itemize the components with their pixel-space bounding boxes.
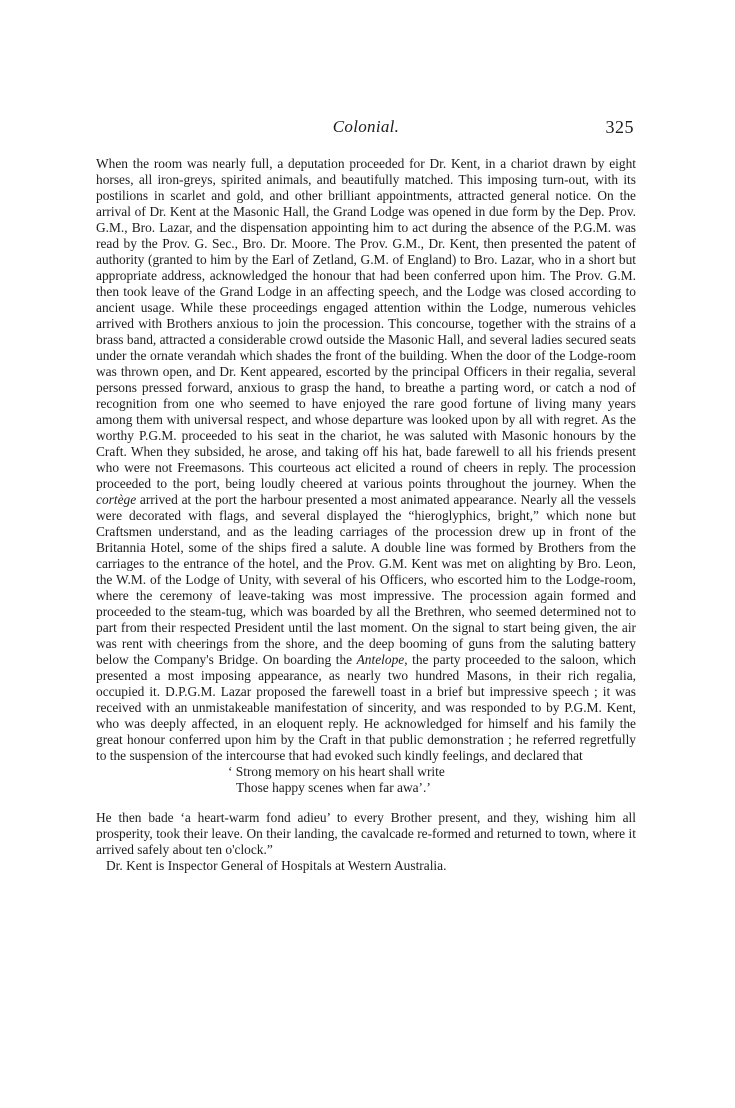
- paragraph-text-part-2: arrived at the port the harbour presented a most animated appearance. Nearly all the vessels were decorated with flags, and several displayed the “hieroglyphics, bright,” which none but Craftsmen understand, and as the leading carriages of the procession drew up in front of the Britannia Hotel, some of the ships fired a salute. A double line was formed by Brothers from the carriages to the entrance of the hotel, and the Prov. G.M. Kent was met on alighting by Bro. Leon, the W.M. of the Lodge of Unity, with several of his Officers, who escorted him to the Lodge-room, where the ceremony of leave-taking was most impressive. The procession again formed and proceeded to the steam-tug, which was boarded by all the Brethren, who seemed determined not to part from their respected President until the last moment. On the signal to start being given, the air was rent with cheerings from the shore, and the deep booming of guns from the saluting battery below the Company's Bridge. On boarding the: [96, 492, 636, 667]
- verse-line-1: ‘ Strong memory on his heart shall write: [228, 764, 445, 779]
- verse-line-2: Those happy scenes when far awa’.’: [236, 780, 431, 795]
- running-title: Colonial.: [332, 117, 400, 136]
- main-paragraph: [96, 156, 636, 764]
- closing-paragraph: He then bade ‘a heart-warm fond adieu’ to every Brother present, and they, wishing him all prosperity, took their leave. On their landing, the cavalcade re-formed and returned to town, where it arrived safely about ten o'clock.”: [96, 810, 636, 857]
- running-head: [96, 117, 636, 141]
- page-number: 325: [605, 117, 634, 137]
- paragraph-text-part-3: , the party proceeded to the saloon, which presented a most imposing appearance, as nearly two hundred Masons, in their rich regalia, occupied it. D.P.G.M. Lazar proposed the farewell toast in a brief but impressive speech ; it was received with an unmistakeable manifestation of sincerity, and was responded to by P.G.M. Kent, who was deeply affected, in an eloquent reply. He acknowledged for himself and his family the great honour conferred upon him by the Craft in that public demonstration ; he referred regretfully to the suspension of the intercourse that had evoked such kindly feelings, and declared that: [96, 652, 636, 763]
- italic-cortege: cortège: [96, 492, 137, 507]
- article-body: [96, 156, 636, 874]
- paragraph-text-part-1: When the room was nearly full, a deputation proceeded for Dr. Kent, in a chariot drawn by eight horses, all iron-greys, spirited animals, and beautifully matched. This imposing turn-out, with its postilions in scarlet and gold, and other brilliant appointments, attracted general notice. On the arrival of Dr. Kent at the Masonic Hall, the Grand Lodge was opened in due form by the Dep. Prov. G.M., Bro. Lazar, and the dispensation appointing him to act during the absence of the P.G.M. was read by the Prov. G. Sec., Bro. Dr. Moore. The Prov. G.M., Dr. Kent, then presented the patent of authority (granted to him by the Earl of Zetland, G.M. of England) to Bro. Lazar, who in a short but appropriate address, acknowledged the honour that had been conferred upon him. The Prov. G.M. then took leave of the Grand Lodge in an affecting speech, and the Lodge was closed according to ancient usage. While these proceedings engaged attention within the Lodge, numerous vehicles arrived with Brothers anxious to join the procession. This concourse, together with the strains of a brass band, attracted a considerable crowd outside the Masonic Hall, and several ladies secured seats under the ornate verandah which shades the front of the building. When the door of the Lodge-room was thrown open, and Dr. Kent appeared, escorted by the principal Officers in their regalia, several persons pressed forward, anxious to grasp the hand, to breathe a parting word, or catch a nod of recognition from one who seemed to have enjoyed the rare good fortune of living many years among them with universal respect, and whose departure was looked upon by all with regret. As the worthy P.G.M. proceeded to his seat in the chariot, he was saluted with Masonic honours by the Craft. When they subsided, he arose, and taking off his hat, bade farewell to all his friends present who were not Freemasons. This courteous act elicited a round of cheers in reply. The procession proceeded to the port, being loudly cheered at various points throughout the journey. When the: [96, 156, 636, 491]
- verse-quote: [96, 764, 636, 796]
- final-note: Dr. Kent is Inspector General of Hospitals at Western Australia.: [106, 858, 447, 873]
- italic-ship-name: Antelope: [356, 652, 405, 667]
